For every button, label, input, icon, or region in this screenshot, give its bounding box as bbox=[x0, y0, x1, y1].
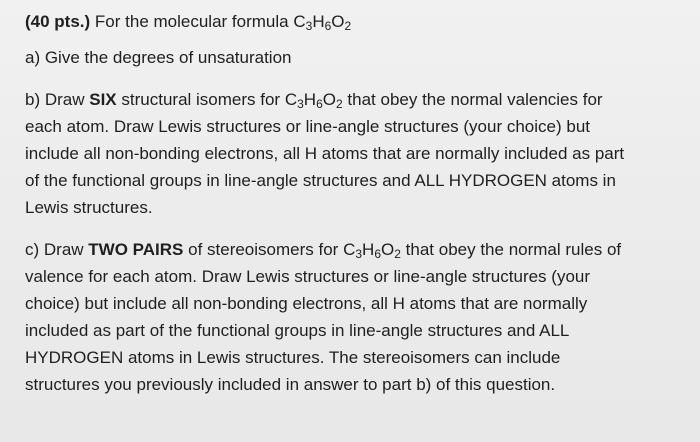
part-c-line-2: valence for each atom. Draw Lewis structures or line-angle structures (your bbox=[25, 267, 591, 286]
part-b-line-2: each atom. Draw Lewis structures or line-angle structures (your choice) but bbox=[25, 117, 591, 136]
part-c-line-5: HYDROGEN atoms in Lewis structures. The stereoisomers can include bbox=[25, 348, 561, 367]
part-a-text: a) Give the degrees of unsaturation bbox=[25, 48, 292, 67]
molecular-formula: $C_3H_6O_2$ bbox=[343, 240, 401, 261]
part-b-line-3: include all non-bonding electrons, all H atoms that are normally included as part bbox=[25, 144, 625, 163]
part-c-block bbox=[25, 236, 680, 398]
question-prompt: For the molecular formula bbox=[94, 12, 289, 31]
question-heading bbox=[25, 8, 680, 35]
molecular-formula: $C_3H_6O_2$ bbox=[293, 12, 352, 33]
molecular-formula: $C_3H_6O_2$ bbox=[284, 90, 343, 111]
part-c-line-6: structures you previously included in answer to part b) of this question. bbox=[25, 375, 556, 394]
part-c-line-4: included as part of the functional groups in line-angle structures and ALL bbox=[25, 321, 570, 340]
part-b-line-5: Lewis structures. bbox=[25, 198, 153, 217]
part-b-line-4: of the functional groups in line-angle structures and ALL HYDROGEN atoms in bbox=[25, 171, 616, 190]
part-b-line-1: b) Draw SIX structural isomers for $C_3H_6O_2$ that obey the normal valencies for bbox=[25, 90, 603, 111]
points-label: (40 pts.) bbox=[25, 12, 91, 31]
part-c-line-1: c) Draw TWO PAIRS of stereoisomers for $C_3H_6O_2$ that obey the normal rules of bbox=[25, 240, 622, 261]
part-c-line-3: choice) but include all non-bonding electrons, all H atoms that are normally bbox=[25, 294, 588, 313]
part-b-block bbox=[25, 86, 680, 221]
